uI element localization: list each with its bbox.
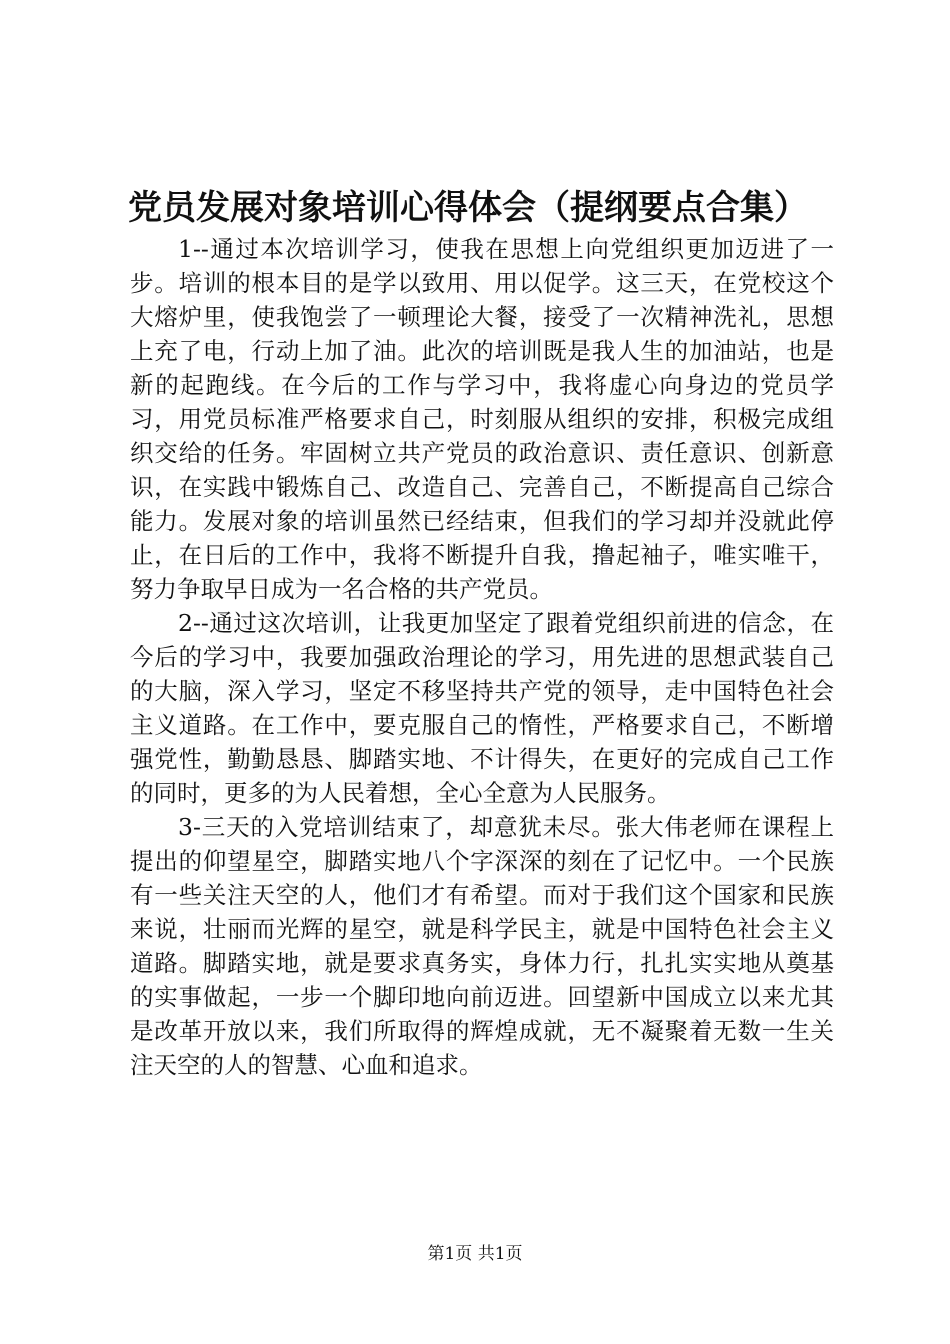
page-footer: 第1页 共1页 <box>427 1244 523 1264</box>
paragraph-2: 2--通过这次培训，让我更加坚定了跟着党组织前进的信念，在今后的学习中，我要加强政治理论的学习，用先进的思想武装自己的大脑，深入学习，坚定不移坚持共产党的领导，走中国特色社会主义道路。在工作中，要克服自己的惰性，严格要求自己，不断增强党性，勤勤恳恳、脚踏实地、不计得失，在更好的完成自己工作的同时，更多的为人民着想，全心全意为人民服务。 <box>130 609 834 807</box>
paragraph-3: 3-三天的入党培训结束了，却意犹未尽。张大伟老师在课程上提出的仰望星空，脚踏实地八个字深深的刻在了记忆中。一个民族有一些关注天空的人，他们才有希望。而对于我们这个国家和民族来说，壮丽而光辉的星空，就是科学民主，就是中国特色社会主义道路。脚踏实地，就是要求真务实，身体力行，扎扎实实地从奠基的实事做起，一步一个脚印地向前迈进。回望新中国成立以来尤其是改革开放以来，我们所取得的辉煌成就，无不凝聚着无数一生关注天空的人的智慧、心血和追求。 <box>130 813 834 1079</box>
document-body <box>130 232 834 1082</box>
document-title: 党员发展对象培训心得体会（提纲要点合集） <box>128 188 808 228</box>
paragraph-1: 1--通过本次培训学习，使我在思想上向党组织更加迈进了一步。培训的根本目的是学以致用、用以促学。这三天，在党校这个大熔炉里，使我饱尝了一顿理论大餐，接受了一次精神洗礼，思想上充了电，行动上加了油。此次的培训既是我人生的加油站，也是新的起跑线。在今后的工作与学习中，我将虚心向身边的党员学习，用党员标准严格要求自己，时刻服从组织的安排，积极完成组织交给的任务。牢固树立共产党员的政治意识、责任意识、创新意识，在实践中锻炼自己、改造自己、完善自己，不断提高自己综合能力。发展对象的培训虽然已经结束，但我们的学习却并没就此停止，在日后的工作中，我将不断提升自我，撸起袖子，唯实唯干，努力争取早日成为一名合格的共产党员。 <box>130 235 834 603</box>
